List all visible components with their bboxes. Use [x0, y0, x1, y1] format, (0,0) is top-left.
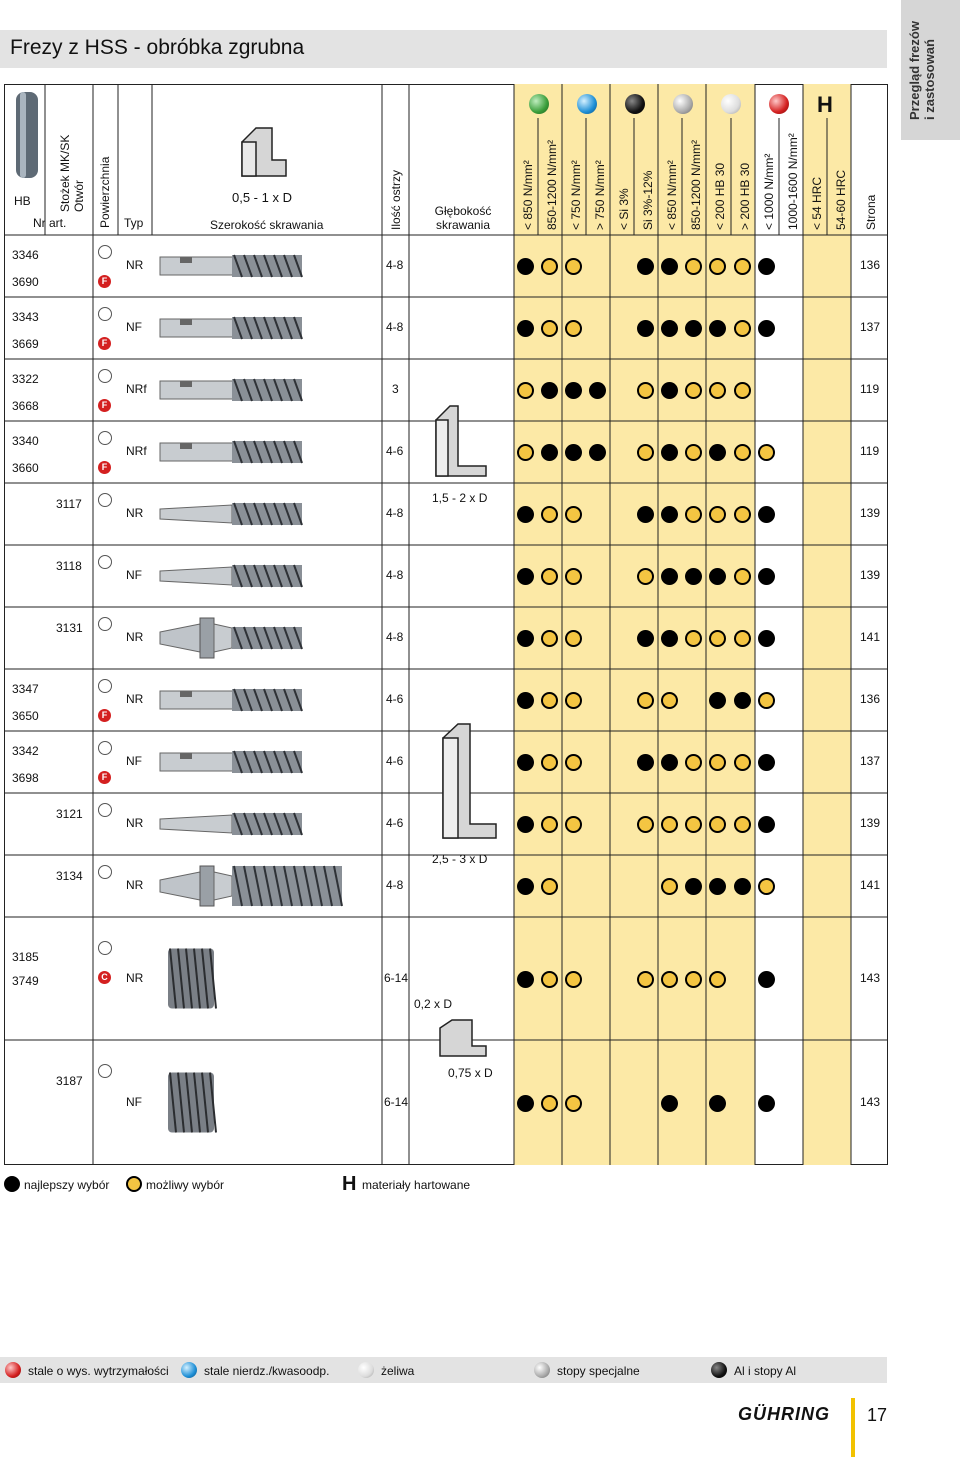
- article-number: 3340: [12, 434, 39, 448]
- article-number: 3342: [12, 744, 39, 758]
- catalog-page-link[interactable]: 139: [860, 568, 881, 582]
- best-choice-mark: [637, 630, 654, 647]
- edge-count: 4-8: [386, 630, 404, 644]
- possible-choice-mark: [541, 568, 558, 585]
- hrc-columns-bg: [803, 84, 851, 1165]
- material-label: < 850 N/mm²: [521, 160, 535, 230]
- surface-badge: C: [98, 971, 111, 984]
- catalog-page-link[interactable]: 136: [860, 258, 881, 272]
- possible-choice-mark: [565, 971, 582, 988]
- possible-choice-mark: [734, 568, 751, 585]
- high-strength-ball-icon: [769, 94, 789, 114]
- header-glebokosc: Głębokość skrawania: [434, 204, 492, 232]
- article-number: 3185: [12, 950, 39, 964]
- best-choice-mark: [517, 816, 534, 833]
- material-label: < Si 3%: [617, 188, 631, 230]
- tool-type: NR: [126, 630, 144, 644]
- possible-choice-mark: [661, 971, 678, 988]
- best-choice-mark: [565, 382, 582, 399]
- aluminium-ball-icon: [625, 94, 645, 114]
- possible-choice-mark: [541, 754, 558, 771]
- possible-choice-mark: [541, 971, 558, 988]
- possible-choice-mark: [541, 506, 558, 523]
- possible-choice-mark: [709, 630, 726, 647]
- cut-depth: 2,5 - 3 x D: [432, 852, 488, 866]
- best-choice-mark: [685, 568, 702, 585]
- footer-item-5: Al i stopy Al: [734, 1364, 797, 1378]
- tool-type: NR: [126, 970, 144, 985]
- tool-image: [156, 362, 381, 418]
- best-choice-mark: [758, 1095, 775, 1112]
- best-choice-mark: [517, 878, 534, 895]
- possible-choice-mark: [709, 971, 726, 988]
- legend-possible: możliwy wybór: [146, 1178, 225, 1192]
- edge-count: 4-8: [386, 320, 404, 334]
- cast-iron-ball-icon: [721, 94, 741, 114]
- best-choice-mark: [661, 320, 678, 337]
- shank-circle-icon: [98, 1064, 112, 1078]
- surface-badge: F: [98, 771, 111, 784]
- best-choice-mark: [709, 692, 726, 709]
- article-number-secondary: 3660: [12, 461, 39, 475]
- surface-badge: F: [98, 337, 111, 350]
- stainless-ball-icon: [577, 94, 597, 114]
- hardened-icon: H: [817, 92, 833, 117]
- best-choice-mark: [758, 754, 775, 771]
- possible-choice-mark: [637, 816, 654, 833]
- header-strona: Strona: [864, 194, 878, 230]
- catalog-page-link[interactable]: 141: [860, 630, 881, 644]
- best-choice-mark: [661, 258, 678, 275]
- possible-choice-mark: [685, 754, 702, 771]
- tool-image: [156, 734, 381, 790]
- best-choice-mark: [637, 506, 654, 523]
- catalog-page-link[interactable]: 139: [860, 816, 881, 830]
- possible-choice-mark: [734, 444, 751, 461]
- shank-circle-icon: [98, 493, 112, 507]
- edge-count: 4-6: [386, 816, 404, 830]
- shank-circle-icon: [98, 941, 112, 955]
- tool-type: NR: [126, 258, 144, 272]
- brand-logo: GÜHRING: [738, 1404, 830, 1424]
- possible-choice-mark: [637, 692, 654, 709]
- tool-image: [156, 858, 381, 914]
- possible-choice-mark: [709, 382, 726, 399]
- possible-choice-mark: [565, 816, 582, 833]
- material-label: 850-1200 N/mm²: [545, 139, 559, 230]
- possible-choice-mark: [734, 816, 751, 833]
- tool-type: NR: [126, 506, 144, 520]
- possible-choice-mark: [734, 320, 751, 337]
- material-label: < 1000 N/mm²: [762, 153, 776, 230]
- possible-choice-mark: [565, 258, 582, 275]
- best-choice-mark: [758, 320, 775, 337]
- tool-type: NR: [126, 816, 144, 830]
- possible-choice-mark: [517, 382, 534, 399]
- width-diagram-icon: [242, 128, 286, 176]
- shank-circle-icon: [98, 617, 112, 631]
- possible-choice-mark: [541, 258, 558, 275]
- best-choice-mark: [734, 692, 751, 709]
- best-choice-mark: [685, 878, 702, 895]
- side-tab-line-2: i zastosowań: [922, 39, 937, 120]
- best-choice-icon: [4, 1176, 20, 1192]
- footer-grey-ball-icon: [534, 1362, 550, 1378]
- possible-choice-mark: [565, 754, 582, 771]
- catalog-page-link[interactable]: 136: [860, 692, 881, 706]
- possible-choice-mark: [709, 258, 726, 275]
- best-choice-mark: [517, 320, 534, 337]
- material-label: 1000-1600 N/mm²: [786, 133, 800, 230]
- possible-choice-mark: [734, 630, 751, 647]
- tool-type: NRf: [126, 444, 147, 458]
- tool-image: [156, 920, 381, 1037]
- best-choice-mark: [685, 320, 702, 337]
- article-number-secondary: 3749: [12, 974, 39, 988]
- possible-choice-mark: [709, 754, 726, 771]
- tool-image: [156, 238, 381, 294]
- possible-choice-mark: [541, 320, 558, 337]
- side-tab-line-1: Przegląd frezów: [907, 21, 922, 120]
- best-choice-mark: [661, 382, 678, 399]
- best-choice-mark: [637, 754, 654, 771]
- possible-choice-mark: [661, 816, 678, 833]
- cut-depth: 1,5 - 2 x D: [432, 491, 488, 505]
- tool-image: [156, 1043, 381, 1162]
- surface-badge: F: [98, 399, 111, 412]
- possible-choice-mark: [637, 444, 654, 461]
- header-ilosc: Ilość ostrzy: [389, 169, 403, 230]
- header-otwor: Otwór: [72, 179, 86, 212]
- legend-best: najlepszy wybór: [24, 1178, 110, 1192]
- header-stozek: Stożek MK/SK: [58, 134, 72, 212]
- best-choice-mark: [758, 568, 775, 585]
- possible-choice-mark: [685, 816, 702, 833]
- article-number: 3134: [56, 869, 83, 883]
- shank-circle-icon: [98, 555, 112, 569]
- material-columns-bg: [514, 84, 755, 1165]
- tool-image: [156, 796, 381, 852]
- possible-choice-mark: [685, 630, 702, 647]
- best-choice-mark: [541, 444, 558, 461]
- best-choice-mark: [758, 506, 775, 523]
- best-choice-mark: [661, 506, 678, 523]
- best-choice-mark: [517, 1095, 534, 1112]
- possible-choice-mark: [565, 692, 582, 709]
- article-number: 3322: [12, 372, 39, 386]
- tool-image: [156, 300, 381, 356]
- footer-red-ball-icon: [5, 1362, 21, 1378]
- possible-choice-mark: [734, 506, 751, 523]
- catalog-page-link[interactable]: 143: [860, 970, 881, 985]
- best-choice-mark: [517, 692, 534, 709]
- material-label: > 200 HB 30: [738, 162, 752, 230]
- tool-type: NR: [126, 692, 144, 706]
- possible-choice-mark: [709, 506, 726, 523]
- depth-diagram-icon-1: [436, 406, 486, 476]
- article-number: 3346: [12, 248, 39, 262]
- surface-badge: F: [98, 275, 111, 288]
- footer-item-1: stale o wys. wytrzymałości: [28, 1364, 169, 1378]
- shank-circle-icon: [98, 803, 112, 817]
- brand-bar: [851, 1398, 855, 1457]
- possible-choice-mark: [637, 568, 654, 585]
- best-choice-mark: [709, 444, 726, 461]
- tool-image: [156, 424, 381, 480]
- tool-type: NR: [126, 878, 144, 892]
- article-number-secondary: 3668: [12, 399, 39, 413]
- possible-choice-mark: [758, 692, 775, 709]
- shank-circle-icon: [98, 679, 112, 693]
- catalog-page-link[interactable]: 141: [860, 878, 881, 892]
- best-choice-mark: [758, 630, 775, 647]
- possible-choice-mark: [734, 258, 751, 275]
- best-choice-mark: [758, 816, 775, 833]
- tool-image: [156, 548, 381, 604]
- possible-choice-mark: [661, 878, 678, 895]
- special-alloy-ball-icon: [673, 94, 693, 114]
- page-number: 17: [867, 1405, 888, 1425]
- material-label: < 54 HRC: [810, 176, 824, 230]
- tool-type: NF: [126, 568, 142, 582]
- best-choice-mark: [709, 878, 726, 895]
- possible-choice-mark: [685, 444, 702, 461]
- best-choice-mark: [661, 568, 678, 585]
- best-choice-mark: [517, 506, 534, 523]
- edge-count: 6-14: [384, 970, 409, 985]
- possible-choice-mark: [565, 1095, 582, 1112]
- page-title: Frezy z HSS - obróbka zgrubna: [10, 36, 305, 59]
- footer-item-4: stopy specjalne: [557, 1364, 640, 1378]
- best-choice-mark: [661, 754, 678, 771]
- shank-circle-icon: [98, 865, 112, 879]
- shank-circle-icon: [98, 245, 112, 259]
- tool-type: NF: [126, 320, 142, 334]
- possible-choice-mark: [541, 816, 558, 833]
- possible-choice-mark: [709, 816, 726, 833]
- header-tool-icon: [16, 92, 38, 178]
- best-choice-mark: [517, 568, 534, 585]
- possible-choice-mark: [734, 382, 751, 399]
- material-label: 850-1200 N/mm²: [689, 139, 703, 230]
- surface-badge: F: [98, 461, 111, 474]
- header-hb: HB: [14, 194, 31, 208]
- material-label: > 750 N/mm²: [593, 160, 607, 230]
- possible-choice-mark: [685, 971, 702, 988]
- best-choice-mark: [541, 382, 558, 399]
- edge-count: 4-6: [386, 754, 404, 768]
- best-choice-mark: [517, 754, 534, 771]
- possible-choice-mark: [565, 320, 582, 337]
- edge-count: 6-14: [384, 1094, 409, 1109]
- possible-choice-mark: [565, 630, 582, 647]
- article-number: 3343: [12, 310, 39, 324]
- possible-choice-mark: [685, 506, 702, 523]
- header-powierzchnia: Powierzchnia: [98, 156, 112, 228]
- best-choice-mark: [661, 444, 678, 461]
- header-width-value: 0,5 - 1 x D: [232, 190, 292, 205]
- footer-black-ball-icon: [711, 1362, 727, 1378]
- hardened-legend-icon: H: [342, 1173, 357, 1195]
- footer-blue-ball-icon: [181, 1362, 197, 1378]
- catalog-page-link[interactable]: 119: [860, 444, 880, 458]
- material-label: < 850 N/mm²: [665, 160, 679, 230]
- possible-choice-mark: [541, 1095, 558, 1112]
- catalog-page-link[interactable]: 119: [860, 382, 880, 396]
- best-choice-mark: [758, 971, 775, 988]
- header-nr-art: Nr art.: [33, 216, 67, 230]
- best-choice-mark: [709, 320, 726, 337]
- legend-hardened: materiały hartowane: [362, 1178, 471, 1192]
- catalog-page-link[interactable]: 137: [860, 754, 881, 768]
- best-choice-mark: [565, 444, 582, 461]
- shank-circle-icon: [98, 431, 112, 445]
- depth-diagram-icon-3: [440, 1020, 486, 1056]
- tool-type: NRf: [126, 382, 147, 396]
- article-number-secondary: 3669: [12, 337, 39, 351]
- article-number: 3121: [56, 807, 83, 821]
- material-label: Si 3%-12%: [641, 170, 655, 230]
- cut-depth: 0,2 x D: [414, 997, 453, 1011]
- possible-choice-mark: [637, 382, 654, 399]
- material-label: 54-60 HRC: [834, 169, 848, 230]
- possible-choice-mark: [541, 878, 558, 895]
- possible-choice-mark: [685, 382, 702, 399]
- article-number-secondary: 3650: [12, 709, 39, 723]
- tool-type: NF: [126, 754, 142, 768]
- header-typ: Typ: [124, 216, 144, 230]
- edge-count: 3: [392, 382, 399, 396]
- possible-choice-mark: [661, 692, 678, 709]
- possible-choice-mark: [758, 444, 775, 461]
- surface-badge: F: [98, 709, 111, 722]
- possible-choice-mark: [637, 971, 654, 988]
- edge-count: 4-6: [386, 444, 404, 458]
- best-choice-mark: [517, 258, 534, 275]
- best-choice-mark: [661, 1095, 678, 1112]
- best-choice-mark: [734, 878, 751, 895]
- possible-choice-mark: [541, 630, 558, 647]
- edge-count: 4-8: [386, 506, 404, 520]
- possible-choice-mark: [565, 506, 582, 523]
- best-choice-mark: [709, 1095, 726, 1112]
- possible-choice-mark: [758, 878, 775, 895]
- tool-image: [156, 610, 381, 666]
- edge-count: 4-6: [386, 692, 404, 706]
- possible-choice-mark: [565, 568, 582, 585]
- tool-type: NF: [126, 1094, 142, 1109]
- shank-circle-icon: [98, 369, 112, 383]
- footer-white-ball-icon: [358, 1362, 374, 1378]
- material-label: < 200 HB 30: [713, 162, 727, 230]
- cut-depth: 0,75 x D: [448, 1066, 493, 1080]
- catalog-page-link[interactable]: 143: [860, 1094, 881, 1109]
- possible-choice-icon: [126, 1176, 142, 1192]
- article-number: 3118: [56, 559, 82, 573]
- best-choice-mark: [637, 258, 654, 275]
- best-choice-mark: [589, 444, 606, 461]
- article-number: 3131: [56, 621, 83, 635]
- edge-count: 4-8: [386, 568, 404, 582]
- tool-image: [156, 672, 381, 728]
- header-szerokosc: Szerokość skrawania: [210, 218, 324, 232]
- best-choice-mark: [758, 258, 775, 275]
- possible-choice-mark: [685, 258, 702, 275]
- footer-item-3: żeliwa: [381, 1364, 415, 1378]
- article-number: 3187: [56, 1074, 83, 1088]
- article-number-secondary: 3690: [12, 275, 39, 289]
- material-label: < 750 N/mm²: [569, 160, 583, 230]
- best-choice-mark: [517, 971, 534, 988]
- best-choice-mark: [661, 630, 678, 647]
- article-number-secondary: 3698: [12, 771, 39, 785]
- article-number: 3347: [12, 682, 39, 696]
- steel-ball-icon: [529, 94, 549, 114]
- best-choice-mark: [517, 630, 534, 647]
- best-choice-mark: [589, 382, 606, 399]
- shank-circle-icon: [98, 741, 112, 755]
- depth-diagram-icon-2: [443, 724, 496, 838]
- edge-count: 4-8: [386, 258, 404, 272]
- possible-choice-mark: [541, 692, 558, 709]
- best-choice-mark: [709, 568, 726, 585]
- article-number: 3117: [56, 497, 82, 511]
- catalog-page-link[interactable]: 137: [860, 320, 881, 334]
- shank-circle-icon: [98, 307, 112, 321]
- possible-choice-mark: [517, 444, 534, 461]
- possible-choice-mark: [734, 754, 751, 771]
- footer-item-2: stale nierdz./kwasoodp.: [204, 1364, 330, 1378]
- best-choice-mark: [637, 320, 654, 337]
- catalog-page-link[interactable]: 139: [860, 506, 881, 520]
- edge-count: 4-8: [386, 878, 404, 892]
- tool-image: [156, 486, 381, 542]
